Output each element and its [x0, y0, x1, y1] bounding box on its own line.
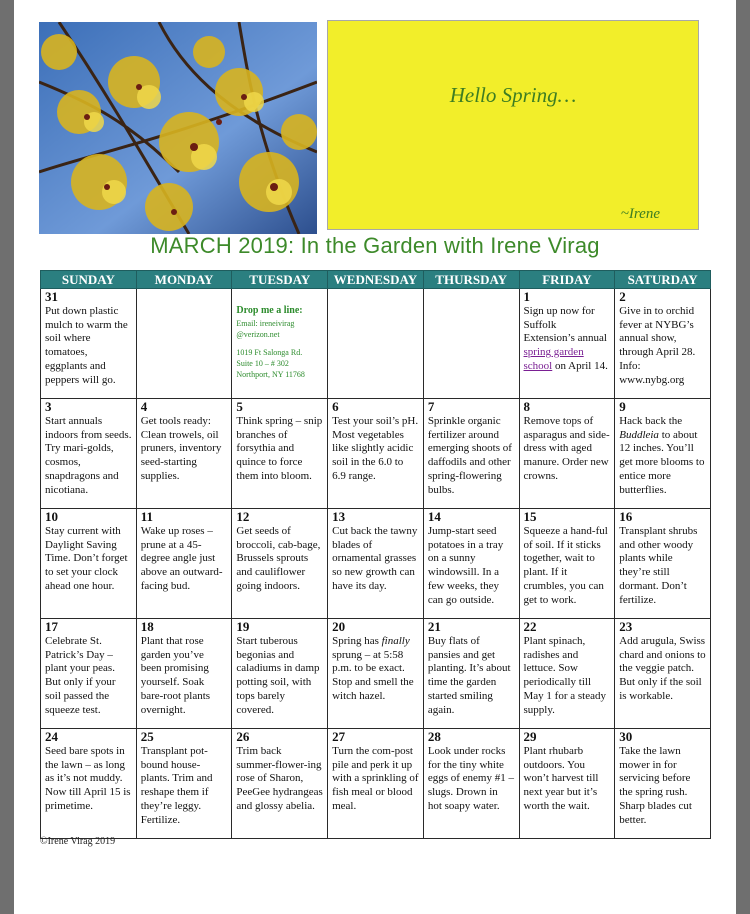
day-cell [615, 289, 711, 399]
day-cell [41, 619, 137, 729]
week-row [41, 619, 711, 729]
day-number: 28 [427, 729, 441, 744]
day-tip: Give in to orchid fever at NYBG’s annual show, through April 28. Info: www.nybg.org [619, 305, 696, 386]
week-row [41, 509, 711, 619]
day-number: 25 [140, 729, 154, 744]
day-cell [232, 729, 328, 839]
day-tip: Transplant pot-bound house-plants. Trim and reshape them if they’re leggy. Fertilize. [140, 745, 213, 826]
day-number: 3 [45, 399, 52, 414]
weekday-header-row [41, 271, 711, 289]
weekday-header: SATURDAY [615, 271, 711, 289]
day-tip: Start annuals indoors from seeds. Try mari-golds, cosmos, snapdragons and nicotiana. [45, 415, 132, 496]
day-tip: Plant that rose garden you’ve been promising yourself. Soak bare-root plants overnight. [140, 635, 211, 716]
contact-address-line: Suite 10 – # 302 [236, 358, 289, 368]
day-number: 11 [140, 509, 153, 524]
weekday-header: THURSDAY [423, 271, 519, 289]
week-row [41, 399, 711, 509]
day-number: 5 [236, 399, 243, 414]
day-tip [619, 415, 706, 497]
day-tip: Turn the com-post pile and perk it up with a sprinkling of fish meal or blood meal. [332, 745, 419, 812]
witch-hazel-image [39, 22, 317, 234]
signature: ~Irene [620, 206, 660, 222]
day-cell [328, 399, 424, 509]
weekday-header: TUESDAY [232, 271, 328, 289]
calendar-page [14, 0, 736, 914]
day-number: 6 [332, 399, 339, 414]
day-cell [136, 509, 232, 619]
day-tip: Stay current with Daylight Saving Time. Don’t forget to set your clock ahead one hour. [45, 525, 128, 592]
contact-address-line: Northport, NY 11768 [236, 369, 305, 379]
day-cell [328, 289, 424, 399]
day-cell [615, 619, 711, 729]
day-tip: Start tuberous begonias and caladiums in damp potting soil, with tops barely covered. [236, 635, 320, 716]
day-tip: Jump-start seed potatoes in a tray on a sunny windowsill. In a few weeks, they can go outside. [427, 525, 504, 606]
day-cell [615, 509, 711, 619]
day-tip: Celebrate St. Patrick’s Day – plant your peas. But only if your soil passed the squeeze test. [45, 635, 116, 716]
day-number: 18 [140, 619, 154, 634]
contact-email[interactable]: Email: ireneivirag @verizon.net [236, 318, 295, 339]
day-number: 8 [523, 399, 531, 414]
day-number: 13 [332, 509, 346, 524]
day-cell [615, 399, 711, 509]
day-tip: Cut back the tawny blades of ornamental grasses so new growth can have its day. [332, 525, 418, 592]
day-number: 9 [619, 399, 626, 414]
day-number: 20 [332, 619, 346, 634]
day-cell [423, 509, 519, 619]
day-tip [332, 635, 419, 704]
day-cell [328, 509, 424, 619]
day-number: 29 [523, 729, 537, 744]
weekday-header: WEDNESDAY [328, 271, 424, 289]
day-cell [136, 619, 232, 729]
day-number: 17 [45, 619, 58, 634]
weekday-header: SUNDAY [41, 271, 137, 289]
copyright: ©Irene Virag 2019 [40, 836, 116, 847]
day-tip: Take the lawn mower in for servicing before the spring rush. Sharp blades cut better. [619, 745, 692, 826]
tip-text: Sign up now for Suffolk Extension’s annual [523, 305, 607, 345]
week-row [41, 729, 711, 839]
greeting-text: Hello Spring… [449, 83, 577, 107]
day-tip: Buy flats of pansies and get planting. It’s about time the garden started smiling again. [427, 635, 511, 716]
day-number: 7 [427, 399, 435, 414]
day-tip [524, 305, 611, 374]
day-number: 26 [236, 729, 250, 744]
day-tip: Transplant shrubs and other woody plants while they’re still dormant. Don’t fertilize. [619, 525, 698, 606]
day-number: 21 [427, 619, 441, 634]
day-cell [423, 399, 519, 509]
day-tip: Test your soil’s pH. Most vegetables like slightly acidic soil in the 6.0 to 6.9 range. [332, 415, 419, 482]
day-number: 12 [236, 509, 250, 524]
calendar-grid [40, 270, 711, 839]
day-tip: Seed bare spots in the lawn – as long as it’s not muddy. Now till April 15 is primetime. [45, 745, 131, 812]
day-tip: Add arugula, Swiss chard and onions to the veggie patch. But only if the soil is workable. [619, 635, 706, 702]
day-number: 4 [140, 399, 148, 414]
tip-text: to about 12 inches. You’ll get more blooms to entice more butterflies. [619, 428, 705, 496]
page-title: MARCH 2019: In the Garden with Irene Virag [150, 233, 600, 258]
weekday-header: MONDAY [136, 271, 232, 289]
contact-heading: Drop me a line: [236, 305, 303, 316]
day-tip: Plant spinach, radishes and lettuce. Sow periodically till May 1 for a steady supply. [523, 635, 606, 716]
day-number: 19 [236, 619, 250, 634]
weekday-header: FRIDAY [519, 271, 615, 289]
day-tip: Remove tops of asparagus and side-dress with aged manure. Order new crowns. [523, 415, 610, 482]
day-tip: Wake up roses – prune at a 45-degree angle just above an outward-facing bud. [140, 525, 223, 592]
day-cell [615, 729, 711, 839]
day-number: 24 [45, 729, 58, 744]
day-cell [232, 399, 328, 509]
tip-italic: Buddleia [619, 428, 659, 441]
day-cell [519, 729, 615, 839]
day-tip: Plant rhubarb outdoors. You won’t harvest till next year but it’s worth the wait. [523, 745, 599, 812]
day-cell [136, 399, 232, 509]
day-number: 2 [619, 289, 626, 304]
day-number: 10 [45, 509, 58, 524]
day-tip: Squeeze a hand-ful of soil. If it sticks together, wait to plant. If it crumbles, you can get to work. [523, 525, 608, 606]
greeting-box [327, 20, 699, 230]
contact-cell [232, 289, 328, 399]
spring-garden-school-link[interactable]: spring garden school [523, 346, 584, 372]
day-number: 22 [523, 619, 537, 634]
day-cell [328, 729, 424, 839]
day-cell [41, 509, 137, 619]
day-number: 31 [45, 289, 58, 304]
day-cell [136, 729, 232, 839]
witch-hazel-photo [39, 22, 317, 234]
day-tip: Sprinkle organic fertilizer around emerging shoots of daffodils and other spring-flowering bulbs. [427, 415, 512, 496]
day-number: 23 [619, 619, 633, 634]
tip-italic: finally [381, 635, 410, 647]
day-number: 16 [619, 509, 633, 524]
day-cell [519, 399, 615, 509]
day-cell [328, 619, 424, 729]
day-cell [519, 509, 615, 619]
day-cell [136, 289, 232, 399]
day-cell [519, 619, 615, 729]
day-cell [41, 399, 137, 509]
day-tip: Get seeds of broccoli, cab-bage, Brussels sprouts and cauliflower going indoors. [236, 525, 321, 592]
day-tip: Get tools ready: Clean trowels, oil pruners, inventory seed-starting supplies. [140, 415, 222, 482]
tip-text: Hack back the [619, 415, 683, 427]
day-tip: Put down plastic mulch to warm the soil where tomatoes, eggplants and peppers will go. [45, 305, 128, 386]
day-cell [232, 619, 328, 729]
day-tip: Think spring – snip branches of forsythia and quince to force them into bloom. [236, 415, 323, 482]
day-cell [41, 729, 137, 839]
day-number: 15 [523, 509, 537, 524]
day-cell [519, 289, 615, 399]
day-tip: Trim back summer-flower-ing rose of Sharon, PeeGee hydrangeas and glossy abelia. [236, 745, 323, 812]
day-cell [41, 289, 137, 399]
week-row [41, 289, 711, 399]
tip-text: sprung – at 5:58 p.m. to be exact. Stop and smell the witch hazel. [332, 648, 414, 702]
day-number: 1 [523, 289, 531, 304]
day-cell [423, 289, 519, 399]
contact-address-line: 1019 Ft Salonga Rd. [236, 347, 303, 357]
day-cell [423, 729, 519, 839]
day-tip: Look under rocks for the tiny white eggs of enemy #1 – slugs. Drown in hot soapy water. [427, 745, 514, 812]
day-number: 27 [332, 729, 346, 744]
day-cell [423, 619, 519, 729]
tip-text: on April 14. [552, 359, 608, 372]
tip-text: Spring has [332, 635, 379, 647]
day-cell [232, 509, 328, 619]
day-number: 30 [619, 729, 633, 744]
day-number: 14 [427, 509, 441, 524]
